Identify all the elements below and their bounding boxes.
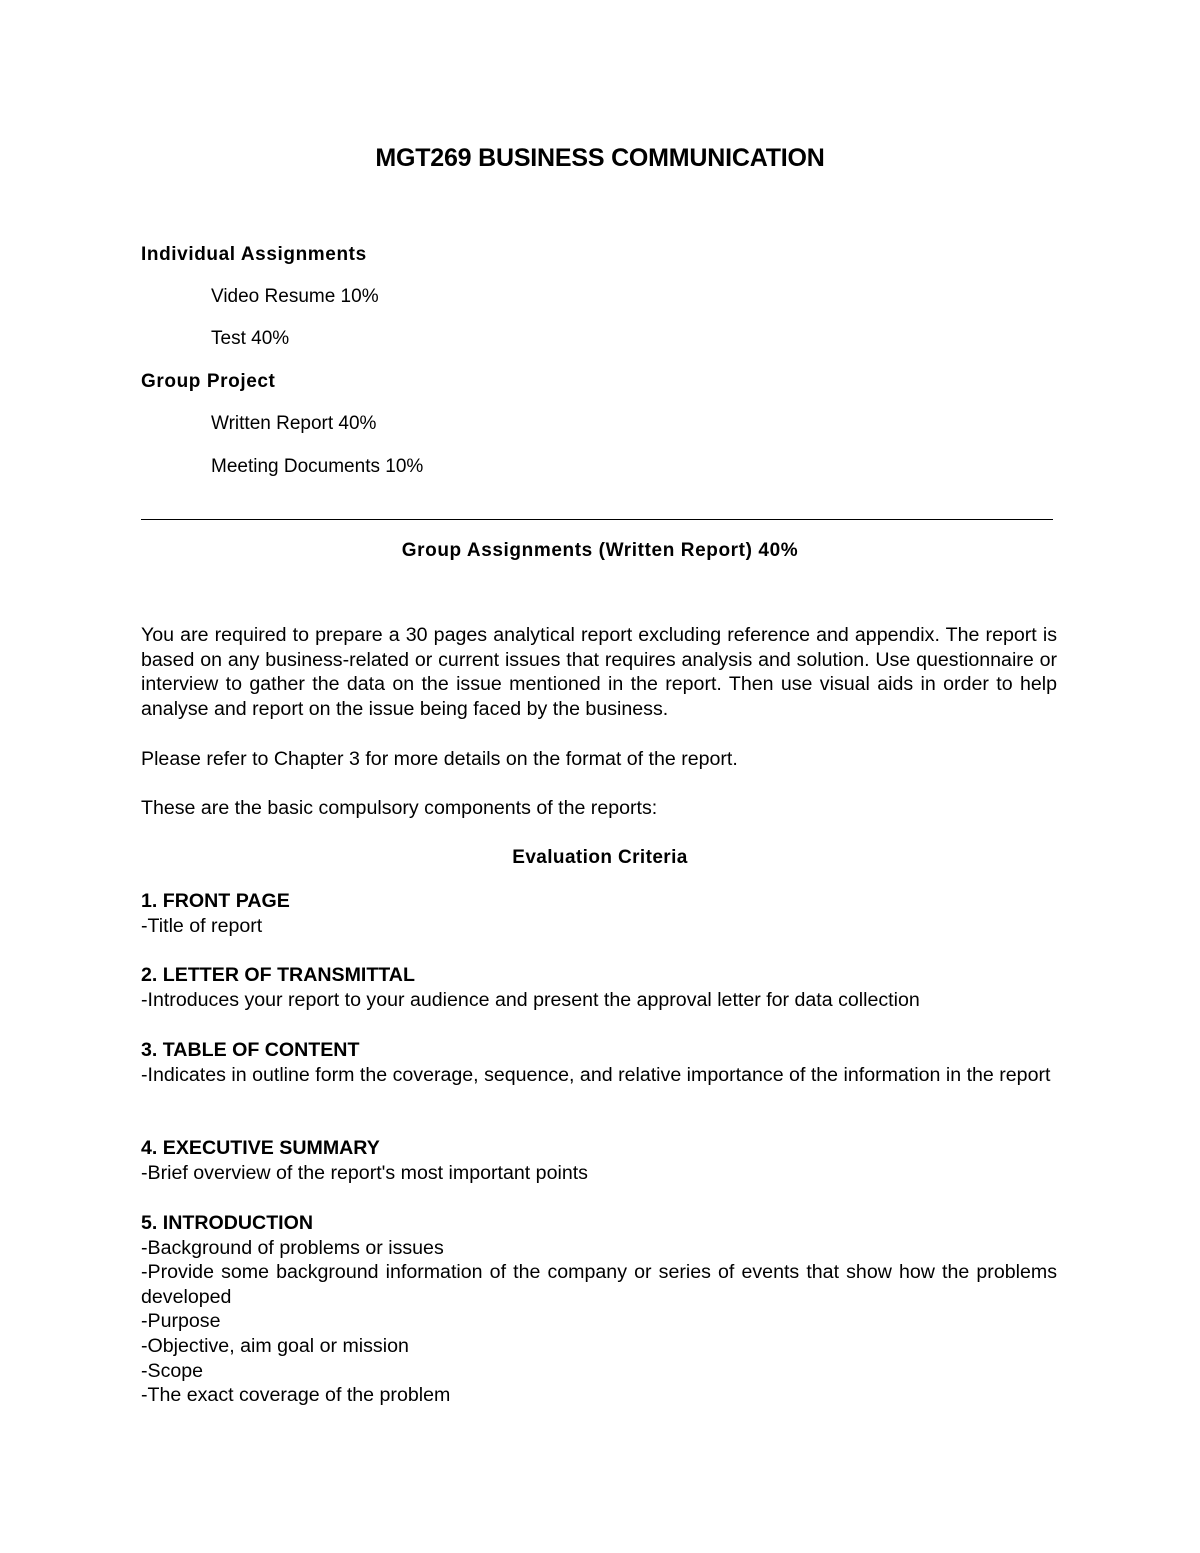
assessment-item: Video Resume 10% [211,286,379,307]
section-line: -Brief overview of the report's most important points [141,1161,588,1184]
evaluation-criteria-heading: Evaluation Criteria [512,847,688,868]
section-line: -Scope [141,1359,204,1382]
section-line: -Indicates in outline form the coverage, sequence, and relative importance of the information in the report [141,1063,1051,1086]
section-letter-of-transmittal [141,963,1057,1012]
assessment-item: Test 40% [211,328,290,349]
section-heading: 5. INTRODUCTION [141,1212,313,1234]
section-line: -Objective, aim goal or mission [141,1334,409,1357]
section-line: -Title of report [141,914,263,937]
section-line: -Background of problems or issues [141,1236,444,1259]
section-heading: 1. FRONT PAGE [141,890,290,912]
section-line: -Introduces your report to your audience and present the approval letter for data collection [141,988,920,1011]
document-title: MGT269 BUSINESS COMMUNICATION [375,144,825,172]
assessment-item: Meeting Documents 10% [211,456,424,477]
assessment-item: Written Report 40% [211,413,377,434]
group-project-heading: Group Project [141,371,276,392]
individual-assignments-heading: Individual Assignments [141,244,367,265]
section-line: -The exact coverage of the problem [141,1384,451,1407]
section-heading: 2. LETTER OF TRANSMITTAL [141,964,415,986]
horizontal-divider [141,519,1053,520]
section-heading: 3. TABLE OF CONTENT [141,1039,360,1061]
section-line: -Provide some background information of the company or series of events that show how the problems developed [141,1261,1057,1308]
group-report-heading: Group Assignments (Written Report) 40% [401,540,799,561]
section-introduction [141,1211,1057,1408]
section-front-page [141,889,1057,938]
components-note: These are the basic compulsory components of the reports: [141,797,658,819]
section-heading: 4. EXECUTIVE SUMMARY [141,1137,380,1159]
chapter-note: Please refer to Chapter 3 for more details on the format of the report. [141,748,738,770]
intro-paragraph: You are required to prepare a 30 pages analytical report excluding reference and appendix. The report is based on any business-related or current issues that requires analysis and solution. Use questionnaire or interview to gather the data on the issue mentioned in the report. Then use visual aids in order to help analyse and report on the issue being faced by the business. [141,624,1057,720]
section-line: -Purpose [141,1310,221,1333]
section-table-of-content [141,1038,1057,1087]
section-executive-summary [141,1136,1057,1185]
